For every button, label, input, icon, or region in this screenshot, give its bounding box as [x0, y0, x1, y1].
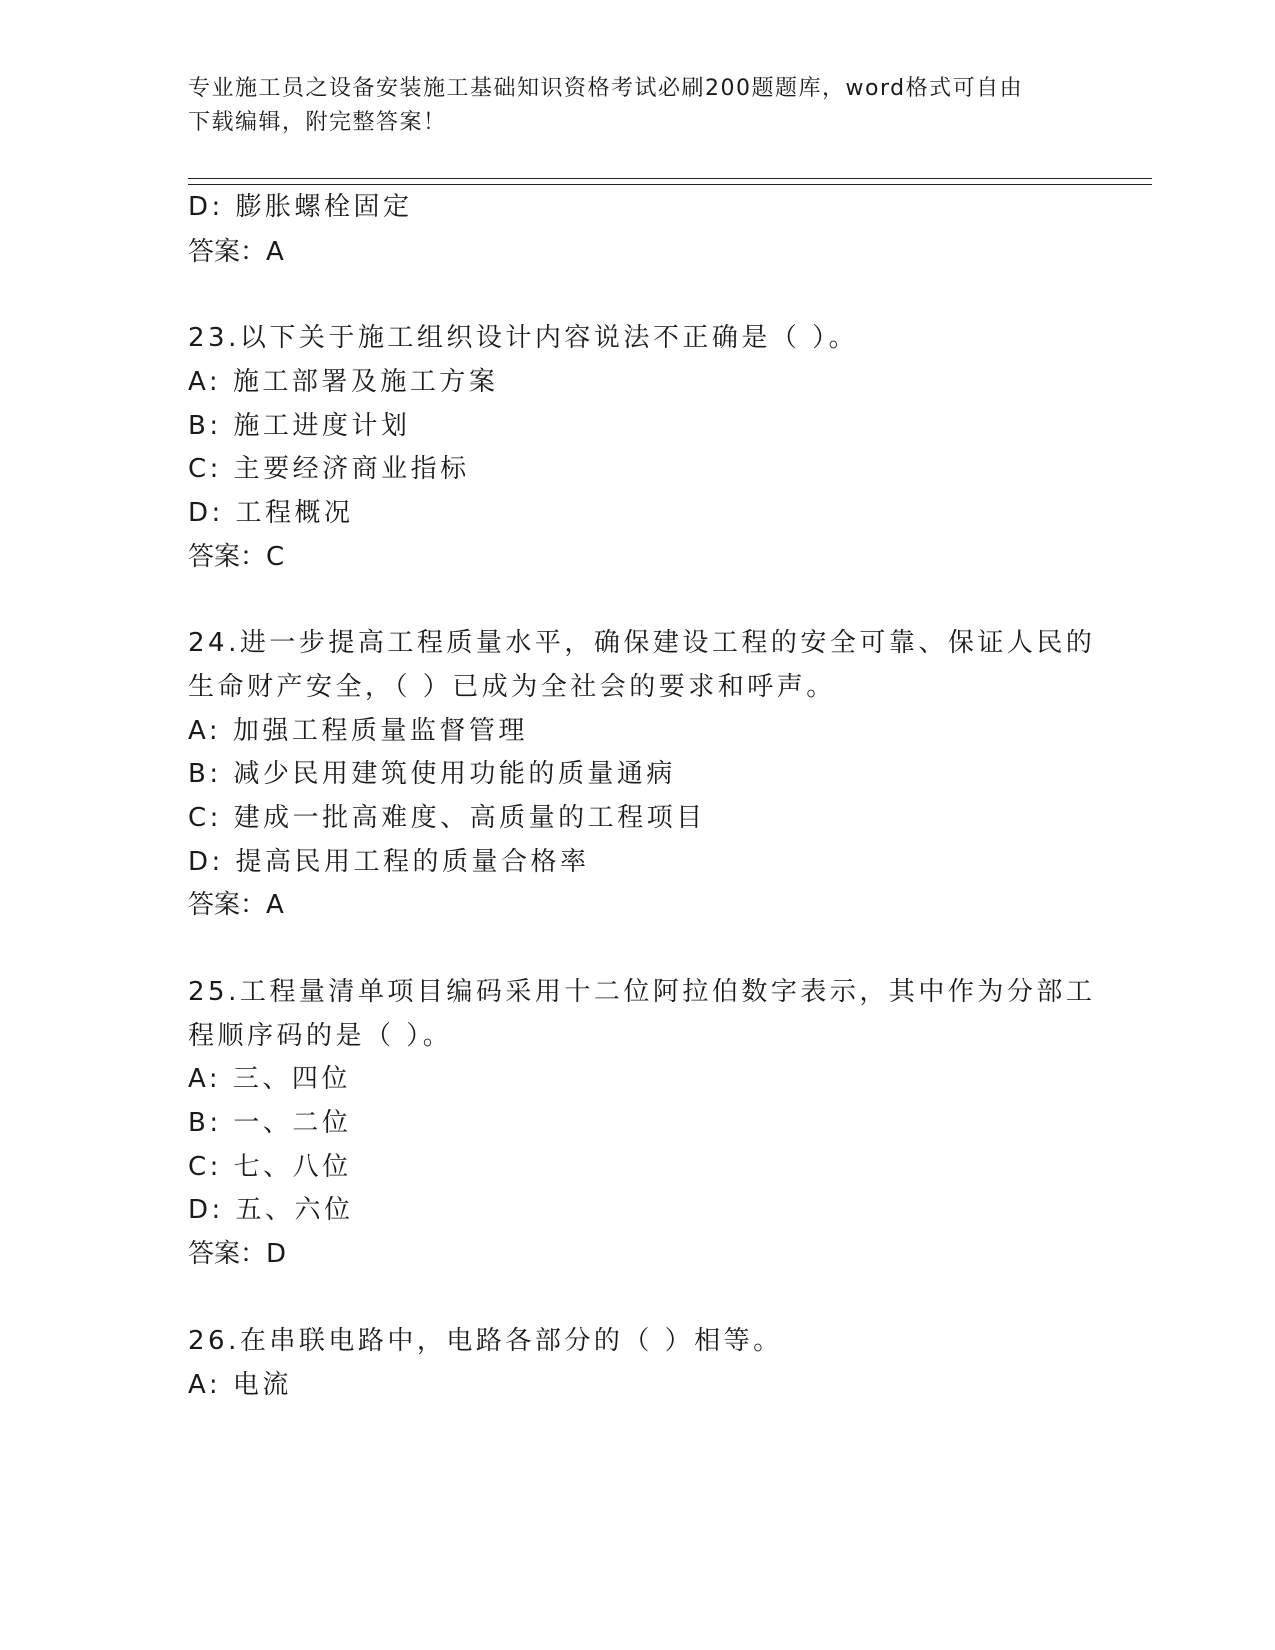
question-24-stem-line-1: 24.进一步提高工程质量水平，确保建设工程的安全可靠、保证人民的	[188, 628, 1096, 658]
question-25-option-b: B: 一、二位	[188, 1108, 352, 1138]
prev-answer: 答案：A	[188, 237, 284, 267]
question-23-option-b: B: 施工进度计划	[188, 411, 411, 441]
question-25-option-c: C: 七、八位	[188, 1152, 352, 1182]
header-divider-top	[188, 178, 1152, 179]
header-line-2: 下载编辑，附完整答案！	[188, 110, 447, 135]
header-line-1: 专业施工员之设备安装施工基础知识资格考试必刷200题题库，word格式可自由	[188, 76, 1024, 101]
question-25-answer: 答案：D	[188, 1239, 287, 1269]
question-24-answer: 答案：A	[188, 890, 284, 920]
question-23-option-d: D: 工程概况	[188, 498, 354, 528]
question-24-stem-line-2: 生命财产安全，（ ）已成为全社会的要求和呼声。	[188, 672, 836, 702]
question-25-stem-line-2: 程顺序码的是（ ）。	[188, 1021, 453, 1051]
question-25-option-d: D: 五、六位	[188, 1195, 354, 1225]
question-24-option-b: B: 减少民用建筑使用功能的质量通病	[188, 759, 676, 789]
question-25-option-a: A: 三、四位	[188, 1064, 351, 1094]
question-25-stem-line-1: 25.工程量清单项目编码采用十二位阿拉伯数字表示，其中作为分部工	[188, 977, 1096, 1007]
document-header	[188, 72, 1088, 140]
question-23-option-a: A: 施工部署及施工方案	[188, 367, 499, 397]
question-24-option-a: A: 加强工程质量监督管理	[188, 716, 528, 746]
question-23-option-c: C: 主要经济商业指标	[188, 454, 470, 484]
question-24-option-c: C: 建成一批高难度、高质量的工程项目	[188, 803, 706, 833]
question-26-option-a: A: 电流	[188, 1370, 292, 1400]
question-26-stem: 26.在串联电路中，电路各部分的（ ）相等。	[188, 1326, 783, 1356]
question-24-option-d: D: 提高民用工程的质量合格率	[188, 847, 590, 877]
prev-option-d: D: 膨胀螺栓固定	[188, 192, 413, 222]
header-divider-bottom	[188, 184, 1152, 185]
question-23-answer: 答案：C	[188, 542, 285, 572]
question-23-stem: 23.以下关于施工组织设计内容说法不正确是（ ）。	[188, 323, 859, 353]
